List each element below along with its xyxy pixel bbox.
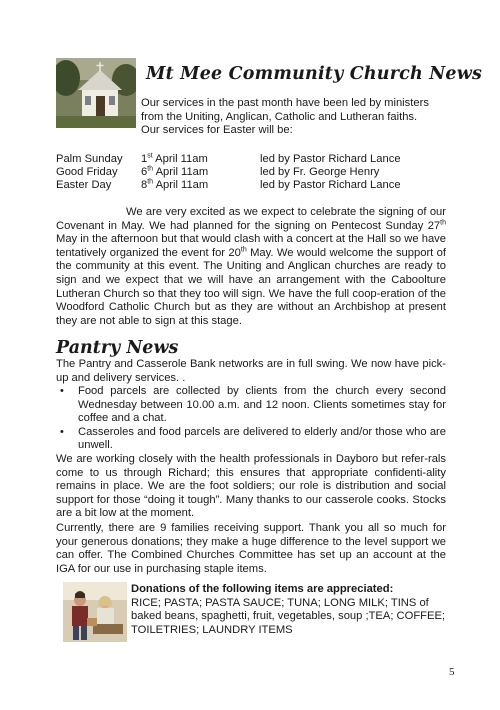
pantry-paragraph: We are working closely with the health professionals in Dayboro but refer-rals come to us through Richard; this ensures that appropriate confidenti-ality remains in place. We are the foot soldiers; our role is distribution and social support for those “doing it tough”. Many thanks to our casserole cooks. Stocks are a bit low at the moment. — [56, 453, 446, 520]
volunteers-photo — [63, 582, 127, 642]
schedule-leader: led by Fr. George Henry — [260, 166, 380, 178]
pantry-intro: The Pantry and Casserole Bank networks are in full swing. We now have pick-up and delivery services. . — [56, 358, 446, 384]
intro-text — [141, 97, 446, 138]
schedule-date: 8th April 11am — [141, 178, 209, 191]
schedule-date: 1st April 11am — [141, 152, 208, 165]
schedule-leader: led by Pastor Richard Lance — [260, 179, 401, 191]
donations-heading: Donations of the following items are appreciated: — [131, 583, 394, 595]
schedule-day: Palm Sunday — [56, 153, 123, 165]
list-item: • Casseroles and food parcels are delivered to elderly and/or those who are unwell. — [56, 426, 446, 453]
covenant-paragraph: We are very excited as we expect to celebrate the signing of our Covenant in May. We had planned for the signing on Pentecost Sunday 27th May in the afternoon but that would clash with a concert at the Hall so we have tentatively organized the event for 20th May. We would welcome the support of the community at this event. The Uniting and Anglican churches are ready to sign and we expect that we will have an arrangement with the Caboolture Lutheran Church so that they too will sign. We have the full coop-eration of the Woodford Catholic Church but as they are without an Archbishop at present they are not able to sign at this stage. — [56, 206, 446, 327]
volunteers-image — [63, 582, 127, 642]
page-number: 5 — [449, 666, 455, 678]
intro-line: Our services for Easter will be: — [141, 124, 293, 137]
donations-items: RICE; PASTA; PASTA SAUCE; TUNA; LONG MILK; TINS of baked beans, spaghetti, fruit, vegetables, soup ;TEA; COFFEE; TOILETRIES; LAUNDRY ITEMS — [131, 596, 446, 636]
schedule-row — [56, 153, 446, 167]
schedule-row — [56, 166, 446, 180]
donations-box — [131, 583, 449, 637]
intro-line: Our services in the past month have been led by ministers — [141, 97, 429, 109]
pantry-news-heading: Pantry News — [56, 338, 179, 358]
schedule-row — [56, 179, 446, 193]
pantry-paragraph-support: Currently, there are 9 families receiving support. Thank you all so much for your generous donations; they make a huge difference to the level support we can offer. The Combined Churches Committee has set up an account at the IGA for our use in purchasing staple items. — [56, 522, 446, 575]
list-item: • Food parcels are collected by clients from the church every second Wednesday between 10.00 a.m. and 12 noon. Clients sometimes stay for coffee and a chat. — [56, 385, 446, 426]
schedule-day: Good Friday — [56, 166, 118, 178]
schedule-leader: led by Pastor Richard Lance — [260, 153, 401, 165]
pantry-bullet-list — [56, 385, 446, 453]
church-photo — [56, 58, 136, 128]
schedule-day: Easter Day — [56, 179, 112, 191]
schedule-date: 6th April 11am — [141, 165, 209, 178]
intro-line: from the Uniting, Anglican, Catholic and Lutheran faiths. — [141, 110, 418, 123]
page-title: Mt Mee Community Church News — [146, 64, 483, 84]
church-image — [56, 58, 136, 128]
